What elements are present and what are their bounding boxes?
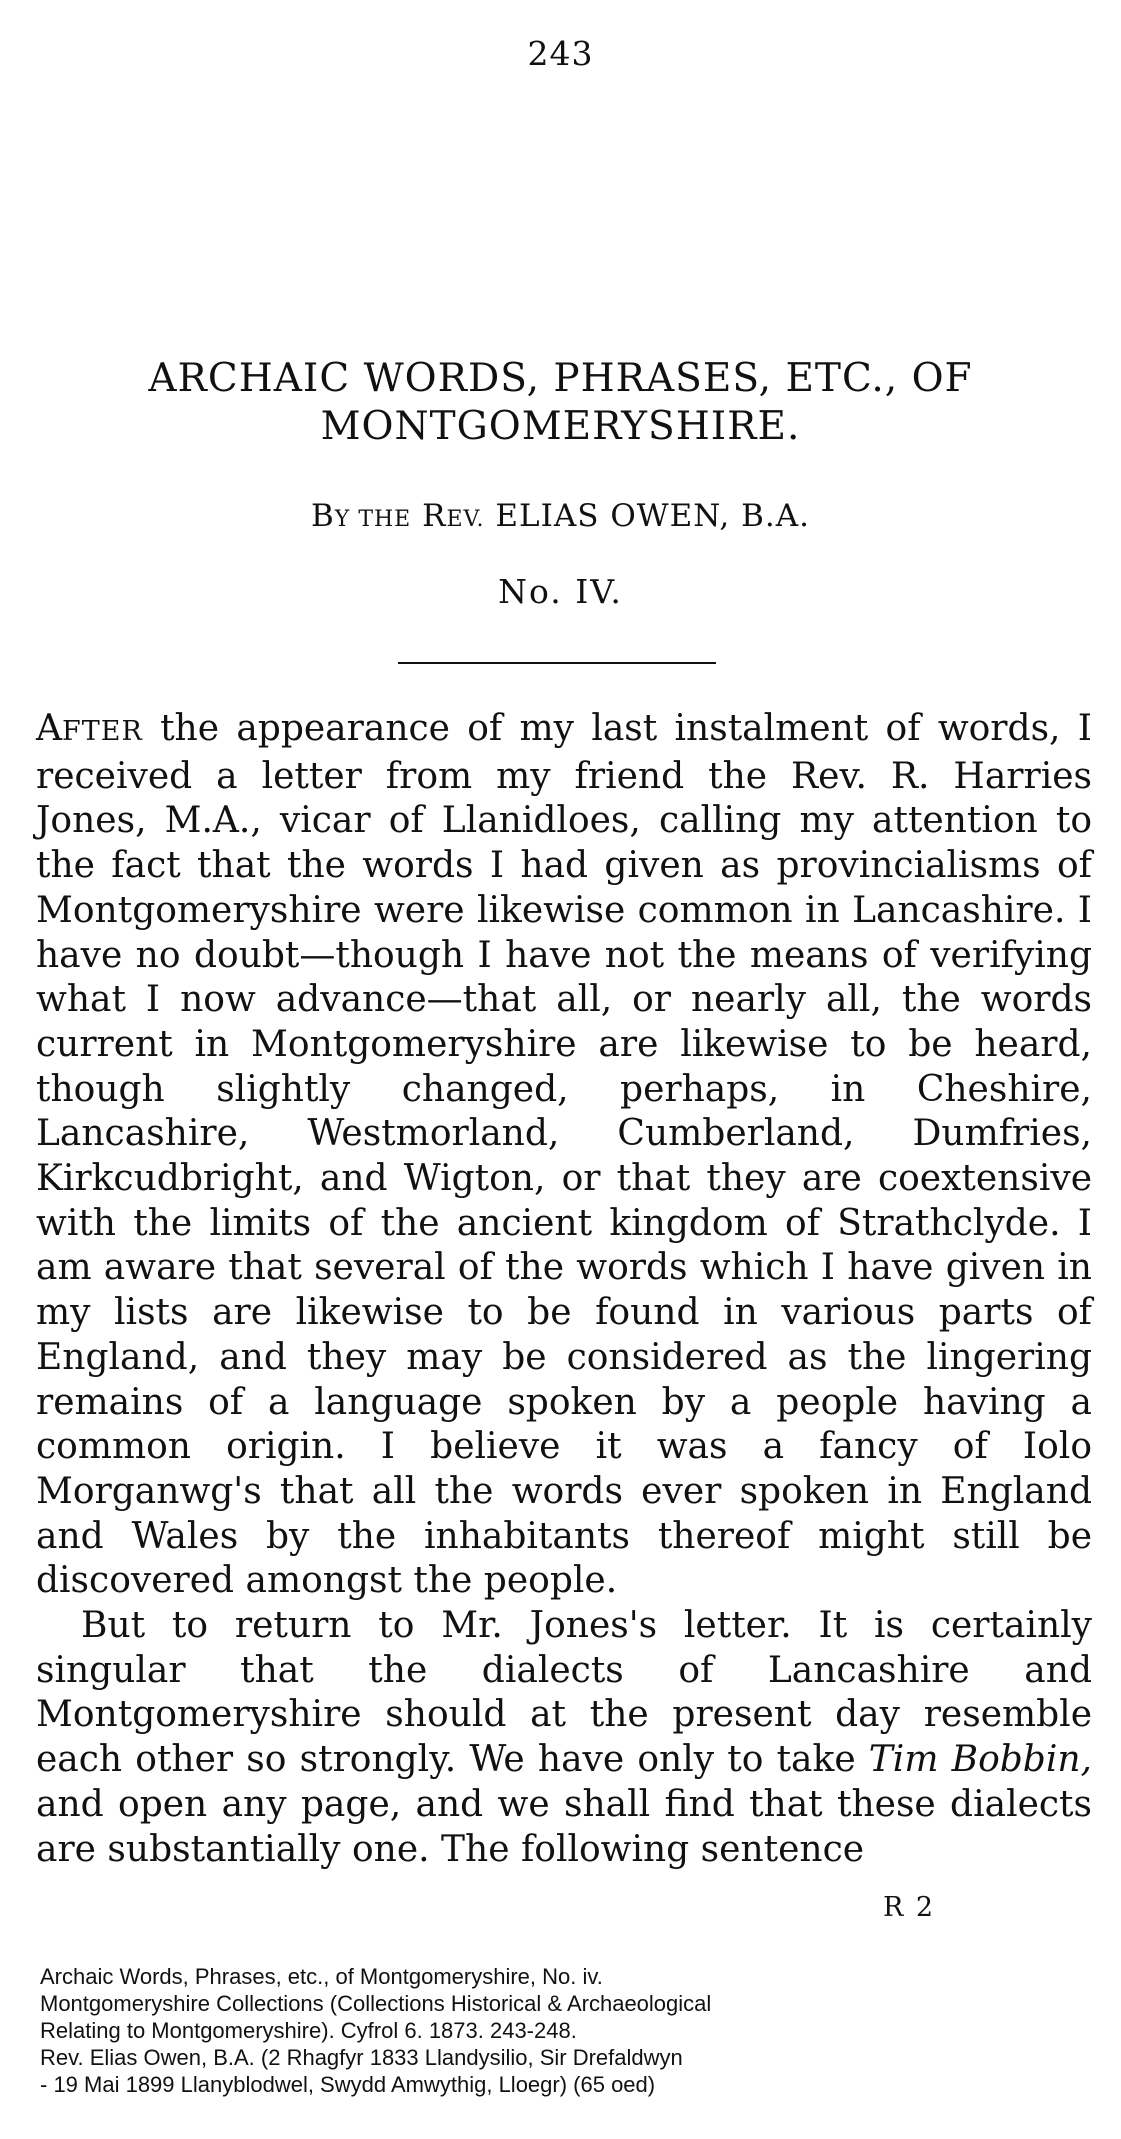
issue-number: No. IV. [498,572,623,611]
footer-line-2: Montgomeryshire Collections (Collections Historical & Archaeological [40,1991,712,2016]
byline-by-rest: Y THE [334,507,412,532]
footer-line-1: Archaic Words, Phrases, etc., of Montgomeryshire, No. iv. [40,1964,603,1989]
paragraph-1-text: the appearance of my last instalment of words, I received a letter from my friend the Rev. R. Harries Jones, M.A., vicar of Llanidloes, calling my attention to the fact that the words I had given as provincialisms of Montgomeryshire were likewise common in Lancashire. I have no doubt—though I have not the means of verifying what I now advance—that all, or nearly all, the words current in Montgomeryshire are likewise to be heard, though slightly changed, perhaps, in Cheshire, Lancashire, Westmorland, Cumberland, Dumfries, Kirkcudbright, and Wigton, or that they are coextensive with the limits of the ancient kingdom of Strathclyde. I am aware that several of the words which I have given in my lists are likewise to be found in various parts of England, and they may be considered as the lingering remains of a language spoken by a people having a common origin. I believe it was a fancy of Iolo Morganwg's that all the words ever spoken in England and Wales by the inhabitants thereof might still be discovered amongst the people. [36,708,1092,1602]
paragraph-2 [36,1604,1092,1872]
byline-rev-cap: R [422,498,447,534]
signature-mark: R 2 [883,1892,936,1923]
citation-footer [40,1963,920,2098]
paragraph-2-text-b: and open any page, and we shall find that these dialects are substantially one. The following sentence [36,1783,1092,1870]
page-number: 243 [527,34,594,73]
byline [0,498,1121,534]
footer-line-5: - 19 Mai 1899 Llanyblodwel, Swydd Amwythig, Lloegr) (65 oed) [40,2072,656,2097]
title-line-1: ARCHAIC WORDS, PHRASES, ETC., OF [148,356,973,401]
byline-rev-rest: EV. [446,507,485,532]
paragraph-1-lead-rest: FTER [62,716,143,747]
byline-by-cap: B [311,498,335,534]
byline-author: ELIAS OWEN, B.A. [495,498,810,534]
paragraph-1-lead-cap: A [36,708,62,749]
section-rule [398,662,716,664]
article-body [36,707,1092,1872]
paragraph-2-italic: Tim Bobbin, [868,1739,1092,1781]
article-title [40,355,1081,451]
footer-line-4: Rev. Elias Owen, B.A. (2 Rhagfyr 1833 Llandysilio, Sir Drefaldwyn [40,2045,683,2070]
footer-line-3: Relating to Montgomeryshire). Cyfrol 6. 1873. 243-248. [40,2018,577,2043]
paragraph-2-text-a: But to return to Mr. Jones's letter. It is certainly singular that the dialects of Lancashire and Montgomeryshire should at the present day resemble each other so strongly. We have only to take [36,1605,1092,1781]
paragraph-1 [36,707,1092,1604]
title-line-2: MONTGOMERYSHIRE. [320,404,801,449]
